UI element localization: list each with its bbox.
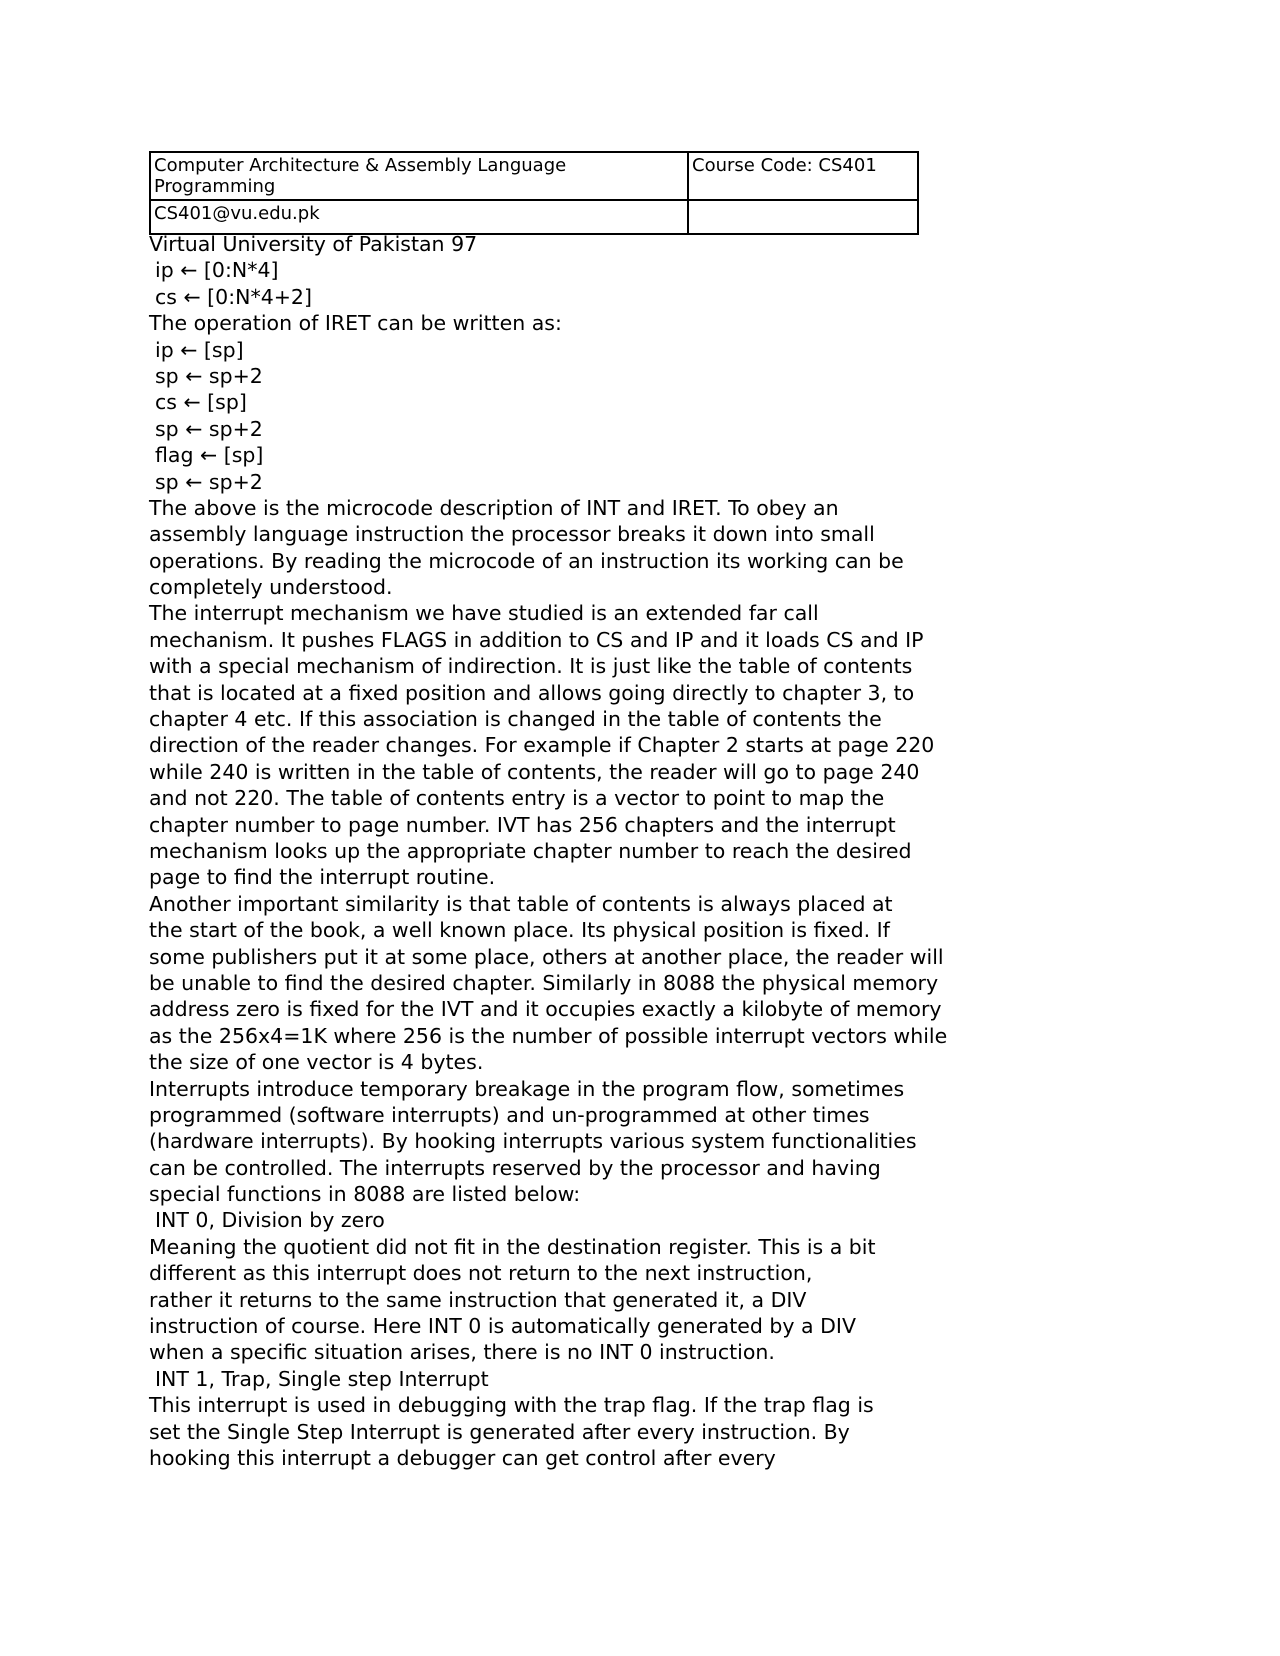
header-row [150, 152, 918, 200]
text-line: when a specific situation arises, there is no INT 0 instruction. [149, 1340, 775, 1365]
text-line: The operation of IRET can be written as: [149, 311, 562, 336]
header-row [150, 200, 918, 234]
text-line: Another important similarity is that table of contents is always placed at [149, 891, 893, 916]
text-line: hooking this interrupt a debugger can get control after every [149, 1445, 776, 1470]
text-line: (hardware interrupts). By hooking interrupts various system functionalities [149, 1129, 917, 1154]
text-line: assembly language instruction the processor breaks it down into small [149, 522, 875, 547]
text-line: page to find the interrupt routine. [149, 865, 496, 890]
text-line: that is located at a fixed position and allows going directly to chapter 3, to [149, 680, 915, 705]
text-line: address zero is fixed for the IVT and it occupies exactly a kilobyte of memory [149, 997, 942, 1022]
code-line: flag ← [sp] [155, 443, 264, 468]
code-line: sp ← sp+2 [155, 469, 263, 494]
text-line: chapter 4 etc. If this association is changed in the table of contents the [149, 707, 882, 732]
text-line: rather it returns to the same instruction that generated it, a DIV [149, 1287, 807, 1312]
empty-cell [688, 200, 918, 234]
text-line: chapter number to page number. IVT has 256 chapters and the interrupt [149, 812, 896, 837]
code-line: cs ← [sp] [155, 390, 247, 415]
text-line: The above is the microcode description of INT and IRET. To obey an [149, 495, 839, 520]
text-line: as the 256x4=1K where 256 is the number of possible interrupt vectors while [149, 1023, 948, 1048]
text-line: direction of the reader changes. For example if Chapter 2 starts at page 220 [149, 733, 935, 758]
course-header-table [149, 151, 919, 235]
text-line: completely understood. [149, 575, 393, 600]
course-email: CS401@vu.edu.pk [150, 200, 688, 234]
text-line: special functions in 8088 are listed below: [149, 1182, 581, 1207]
course-code: Course Code: CS401 [688, 152, 918, 200]
text-line: be unable to find the desired chapter. Similarly in 8088 the physical memory [149, 970, 939, 995]
text-line: operations. By reading the microcode of an instruction its working can be [149, 548, 904, 573]
text-line: The interrupt mechanism we have studied is an extended far call [149, 601, 819, 626]
text-line: This interrupt is used in debugging with the trap flag. If the trap flag is [149, 1393, 874, 1418]
text-line: with a special mechanism of indirection. It is just like the table of contents [149, 654, 913, 679]
text-line: some publishers put it at some place, others at another place, the reader will [149, 944, 944, 969]
text-line: Meaning the quotient did not fit in the destination register. This is a bit [149, 1234, 876, 1259]
text-line: can be controlled. The interrupts reserved by the processor and having [149, 1155, 881, 1180]
text-line: and not 220. The table of contents entry is a vector to point to map the [149, 786, 885, 811]
text-line: Interrupts introduce temporary breakage in the program flow, sometimes [149, 1076, 905, 1101]
code-line: INT 0, Division by zero [155, 1208, 385, 1233]
document-body [149, 231, 979, 1471]
course-title: Computer Architecture & Assembly Language Programming [150, 152, 688, 200]
text-line: set the Single Step Interrupt is generated after every instruction. By [149, 1419, 850, 1444]
text-line: programmed (software interrupts) and un-programmed at other times [149, 1102, 870, 1127]
code-line: sp ← sp+2 [155, 416, 263, 441]
code-line: INT 1, Trap, Single step Interrupt [155, 1366, 489, 1391]
text-line: different as this interrupt does not return to the next instruction, [149, 1261, 813, 1286]
code-line: cs ← [0:N*4+2] [155, 284, 312, 309]
text-line: the size of one vector is 4 bytes. [149, 1050, 484, 1075]
text-line: the start of the book, a well known place. Its physical position is fixed. If [149, 918, 890, 943]
text-line: mechanism looks up the appropriate chapter number to reach the desired [149, 838, 912, 863]
text-line: mechanism. It pushes FLAGS in addition to CS and IP and it loads CS and IP [149, 627, 924, 652]
code-line: ip ← [0:N*4] [155, 258, 279, 283]
code-line: ip ← [sp] [155, 337, 244, 362]
text-line: Virtual University of Pakistan 97 [149, 232, 478, 256]
text-line: while 240 is written in the table of contents, the reader will go to page 240 [149, 759, 920, 784]
code-line: sp ← sp+2 [155, 363, 263, 388]
text-line: instruction of course. Here INT 0 is automatically generated by a DIV [149, 1314, 856, 1339]
